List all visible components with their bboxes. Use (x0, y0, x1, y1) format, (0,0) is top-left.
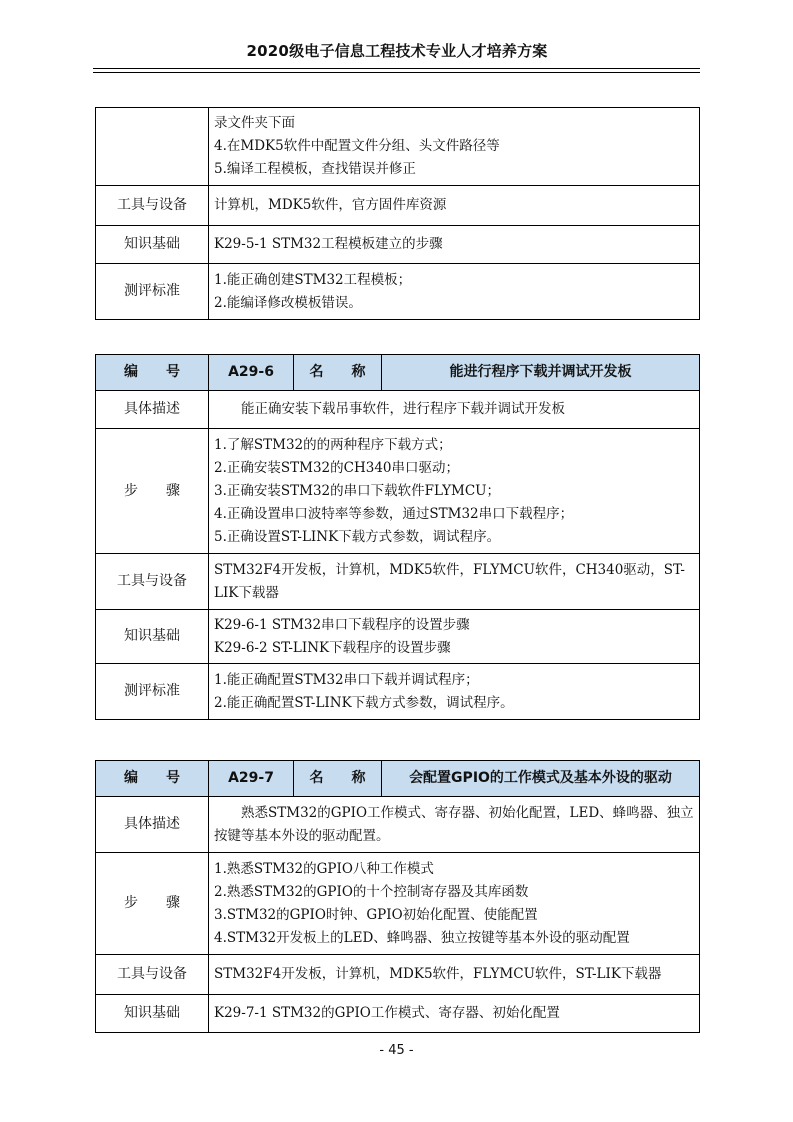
step-line: 1.熟悉STM32的GPIO八种工作模式 (214, 860, 434, 877)
tools-value: STM32F4开发板，计算机，MDK5软件，FLYMCU软件，ST-LIK下载器 (209, 955, 700, 995)
continued-label-cell (96, 108, 209, 186)
eval-line: 2.能编译修改模板错误。 (214, 294, 362, 311)
step-line: 2.正确安装STM32的CH340串口驱动； (214, 459, 460, 476)
id-value: A29-6 (209, 355, 294, 391)
name-value: 能进行程序下载并调试开发板 (382, 355, 700, 391)
knowledge-label: 知识基础 (96, 226, 209, 264)
eval-line: 1.能正确配置STM32串口下载并调试程序； (214, 671, 479, 688)
tools-value: STM32F4开发板，计算机，MDK5软件，FLYMCU软件，CH340驱动，ST-LIK下载器 (209, 554, 700, 610)
knowledge-line: K29-6-1 STM32串口下载程序的设置步骤 (214, 616, 470, 633)
knowledge-line: K29-6-2 ST-LINK下载程序的设置步骤 (214, 639, 451, 656)
knowledge-value (209, 995, 700, 1033)
name-label: 名 称 (294, 355, 382, 391)
knowledge-label: 知识基础 (96, 610, 209, 664)
tools-label: 工具与设备 (96, 186, 209, 226)
step-line: 1.了解STM32的的两种程序下载方式； (214, 436, 452, 453)
continued-line: 5.编译工程模板，查找错误并修正 (214, 161, 416, 177)
steps-label: 步 骤 (96, 853, 209, 955)
tools-label: 工具与设备 (96, 554, 209, 610)
step-line: 3.正确安装STM32的串口下载软件FLYMCU； (214, 482, 501, 499)
id-label: 编 号 (96, 355, 209, 391)
id-value: A29-7 (209, 761, 294, 797)
eval-value (209, 664, 700, 720)
task-table-a29-5 (95, 107, 700, 320)
desc-label: 具体描述 (96, 797, 209, 853)
name-value: 会配置GPIO的工作模式及基本外设的驱动 (382, 761, 700, 797)
knowledge-value (209, 226, 700, 264)
step-line: 3.STM32的GPIO时钟、GPIO初始化配置、使能配置 (214, 906, 538, 923)
steps-value (209, 429, 700, 554)
tools-label: 工具与设备 (96, 955, 209, 995)
knowledge-value (209, 610, 700, 664)
header-rule-thin (93, 72, 700, 73)
desc-value: 能正确安装下载吊事软件，进行程序下载并调试开发板 (209, 391, 700, 429)
knowledge-label: 知识基础 (96, 995, 209, 1033)
step-line: 5.正确设置ST-LINK下载方式参数，调试程序。 (214, 528, 501, 545)
eval-line: 2.能正确配置ST-LINK下载方式参数，调试程序。 (214, 694, 514, 711)
header-rule-thick (93, 68, 700, 69)
step-line: 2.熟悉STM32的GPIO的十个控制寄存器及其库函数 (214, 883, 529, 900)
eval-label: 测评标准 (96, 664, 209, 720)
step-line: 4.STM32开发板上的LED、蜂鸣器、独立按键等基本外设的驱动配置 (214, 929, 630, 946)
knowledge-line: K29-5-1 STM32工程模板建立的步骤 (214, 236, 443, 252)
page-title: 2020级电子信息工程技术专业人才培养方案 (246, 42, 548, 60)
task-table-a29-6 (95, 354, 700, 720)
desc-label: 具体描述 (96, 391, 209, 429)
desc-value: 熟悉STM32的GPIO工作模式、寄存器、初始化配置，LED、蜂鸣器、独立按键等基本外设的驱动配置。 (209, 797, 700, 853)
id-label: 编 号 (96, 761, 209, 797)
eval-value (209, 264, 700, 320)
step-line: 4.正确设置串口波特率等参数，通过STM32串口下载程序； (214, 505, 574, 522)
name-label: 名 称 (294, 761, 382, 797)
continued-steps-cell (209, 108, 700, 186)
continued-line: 录文件夹下面 (214, 115, 295, 131)
continued-line: 4.在MDK5软件中配置文件分组、头文件路径等 (214, 138, 500, 154)
tools-value: 计算机，MDK5软件，官方固件库资源 (209, 186, 700, 226)
page-number: - 45 - (379, 1043, 414, 1058)
steps-value (209, 853, 700, 955)
task-table-a29-7 (95, 760, 700, 1033)
eval-label: 测评标准 (96, 264, 209, 320)
knowledge-line: K29-7-1 STM32的GPIO工作模式、寄存器、初始化配置 (214, 1005, 560, 1021)
steps-label: 步 骤 (96, 429, 209, 554)
eval-line: 1.能正确创建STM32工程模板； (214, 271, 412, 288)
